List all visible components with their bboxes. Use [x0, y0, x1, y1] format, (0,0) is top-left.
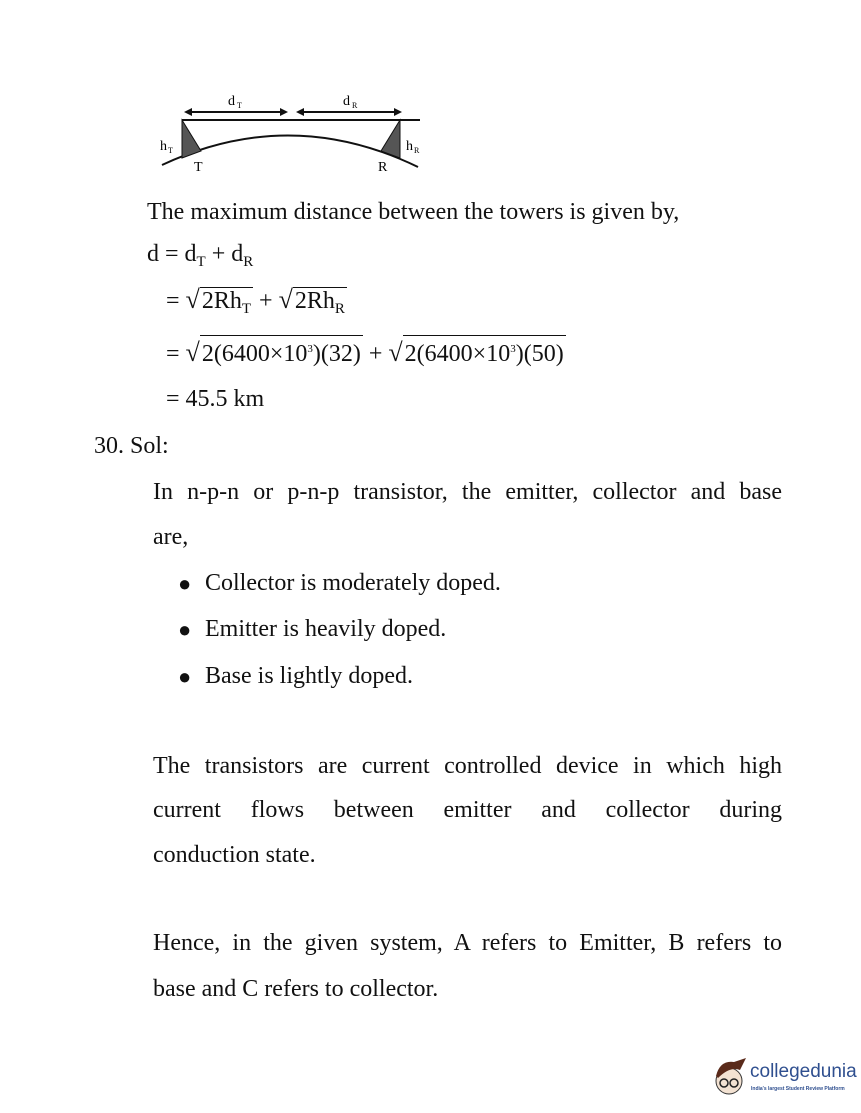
equation-d: $d = d_T + d_R$: [147, 241, 254, 270]
paragraph-line: base and C refers to collector.: [153, 976, 439, 1002]
bullet-icon: ●: [178, 571, 192, 596]
svg-text:d: d: [228, 94, 235, 109]
svg-text:R: R: [352, 101, 358, 110]
solution-heading: 30. Sol:: [94, 433, 169, 459]
equation-result: = 45.5 km: [166, 386, 265, 412]
bullet-item: Collector is moderately doped.: [205, 570, 501, 596]
collegedunia-logo: collegedunia India's largest Student Review Platform: [712, 1054, 861, 1104]
bullet-icon: ●: [178, 664, 192, 689]
svg-text:h: h: [406, 139, 413, 154]
svg-text:R: R: [414, 146, 420, 155]
solution-intro: The maximum distance between the towers is given by,: [147, 199, 680, 225]
svg-text:T: T: [168, 146, 173, 155]
paragraph-line: Hence, in the given system, A refers to Emitter, B refers to: [153, 930, 782, 956]
paragraph-line: current flows between emitter and collector during: [153, 797, 782, 823]
bullet-item: Base is lightly doped.: [205, 663, 413, 689]
svg-text:T: T: [237, 101, 242, 110]
bullet-item: Emitter is heavily doped.: [205, 616, 447, 642]
bullet-icon: ●: [178, 617, 192, 642]
paragraph-line: conduction state.: [153, 842, 316, 868]
equation-sqrt: = $√2Rh_T + √2Rh_R$: [166, 285, 347, 322]
intro-line: In n-p-n or p-n-p transistor, the emitter, collector and base: [153, 479, 782, 505]
equation-substituted: = $√2(6400\times 10^3)(32) + √2(6400\times 10^3)(50)$: [166, 335, 566, 368]
svg-text:h: h: [160, 139, 167, 154]
paragraph-line: The transistors are current controlled device in which high: [153, 753, 782, 779]
svg-text:R: R: [378, 160, 388, 175]
tower-diagram: [140, 85, 440, 185]
svg-text:d: d: [343, 94, 350, 109]
svg-text:T: T: [194, 160, 203, 175]
mascot-icon: [712, 1054, 748, 1104]
intro-line: are,: [153, 524, 189, 550]
